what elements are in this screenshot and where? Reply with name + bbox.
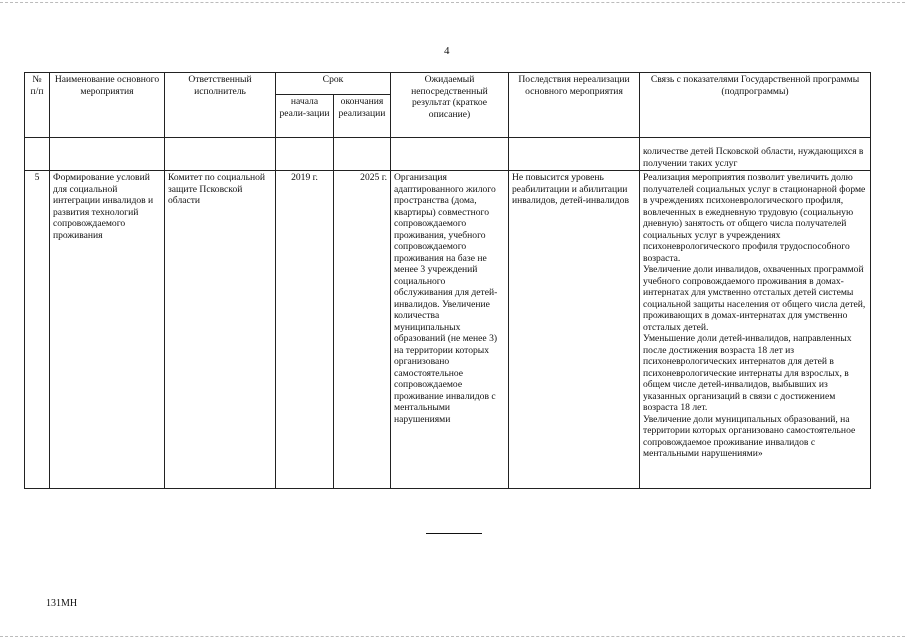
program-table [24,72,871,489]
header-row-1 [25,73,871,95]
cont-link: количестве детей Псковской области, нуждающихся в получении таких услуг [640,138,871,171]
cont-responsible [165,138,276,171]
row-end: 2025 г. [334,171,391,489]
continuation-row [25,138,871,171]
link-paragraph: Увеличение доли инвалидов, охваченных программой учебного сопровождаемого проживания в домах-интернатах для умственно отсталых детей системы социальной защиты населения от общего числа детей, проживающих в домах-интернатах для умственно отсталых детей. [643,264,866,333]
scan-edge-top [0,2,905,3]
row-start: 2019 г. [276,171,334,489]
header-end: окончания реализации [334,95,391,138]
header-responsible: Ответственный исполнитель [165,73,276,138]
cont-name [50,138,165,171]
link-paragraph: Уменьшение доли детей-инвалидов, направленных после достижения возраста 18 лет из психоневрологических интернатов для детей в психоневрологические интернаты для взрослых, в общем числе детей-инвалидов, выбывших из указанных организаций в связи с достижением возраста 18 лет. [643,333,852,413]
document-code: 131МН [46,598,78,609]
header-num: № п/п [25,73,50,138]
header-result: Ожидаемый непосредственный результат (краткое описание) [391,73,509,138]
row-result: Организация адаптированного жилого пространства (дома, квартиры) совместного сопровождаемого проживания, учебного сопровождаемого проживания на базе не менее 3 учреждений социального обслуживания для детей-инвалидов. Увеличение количества муниципальных образований (не менее 3) на территории которых организовано самостоятельное сопровождаемое проживание инвалидов с ментальными нарушениями [391,171,509,489]
cont-end [334,138,391,171]
header-name: Наименование основного мероприятия [50,73,165,138]
header-consequences: Последствия нереализации основного мероприятия [509,73,640,138]
end-separator-line [426,533,482,534]
cont-consequences [509,138,640,171]
row-responsible: Комитет по социальной защите Псковской области [165,171,276,489]
page-number: 4 [444,45,450,57]
scan-edge-bottom [0,636,905,637]
header-link: Связь с показателями Государственной программы (подпрограммы) [640,73,871,138]
cont-num [25,138,50,171]
row-name: Формирование условий для социальной интеграции инвалидов и развития технологий сопровождаемого проживания [50,171,165,489]
cont-start [276,138,334,171]
link-paragraph: Увеличение доли муниципальных образований, на территории которых организовано самостоятельное сопровождаемое проживание инвалидов с ментальными нарушениями» [643,413,856,459]
row-consequences: Не повысится уровень реабилитации и абилитации инвалидов, детей-инвалидов [509,171,640,489]
header-start: начала реали-зации [276,95,334,138]
header-term: Срок [276,73,391,95]
table-row [25,171,871,489]
link-paragraph: Реализация мероприятия позволит увеличить долю получателей социальных услуг в стационарной форме в учреждениях психоневрологического профиля, вовлеченных в ежедневную трудовую (социальную дневную) занятость от общего числа получателей социальных услуг в учреждениях психоневрологического профиля трудоспособного возраста. [643,172,866,264]
cont-result [391,138,509,171]
row-link [640,171,871,489]
row-num: 5 [25,171,50,489]
